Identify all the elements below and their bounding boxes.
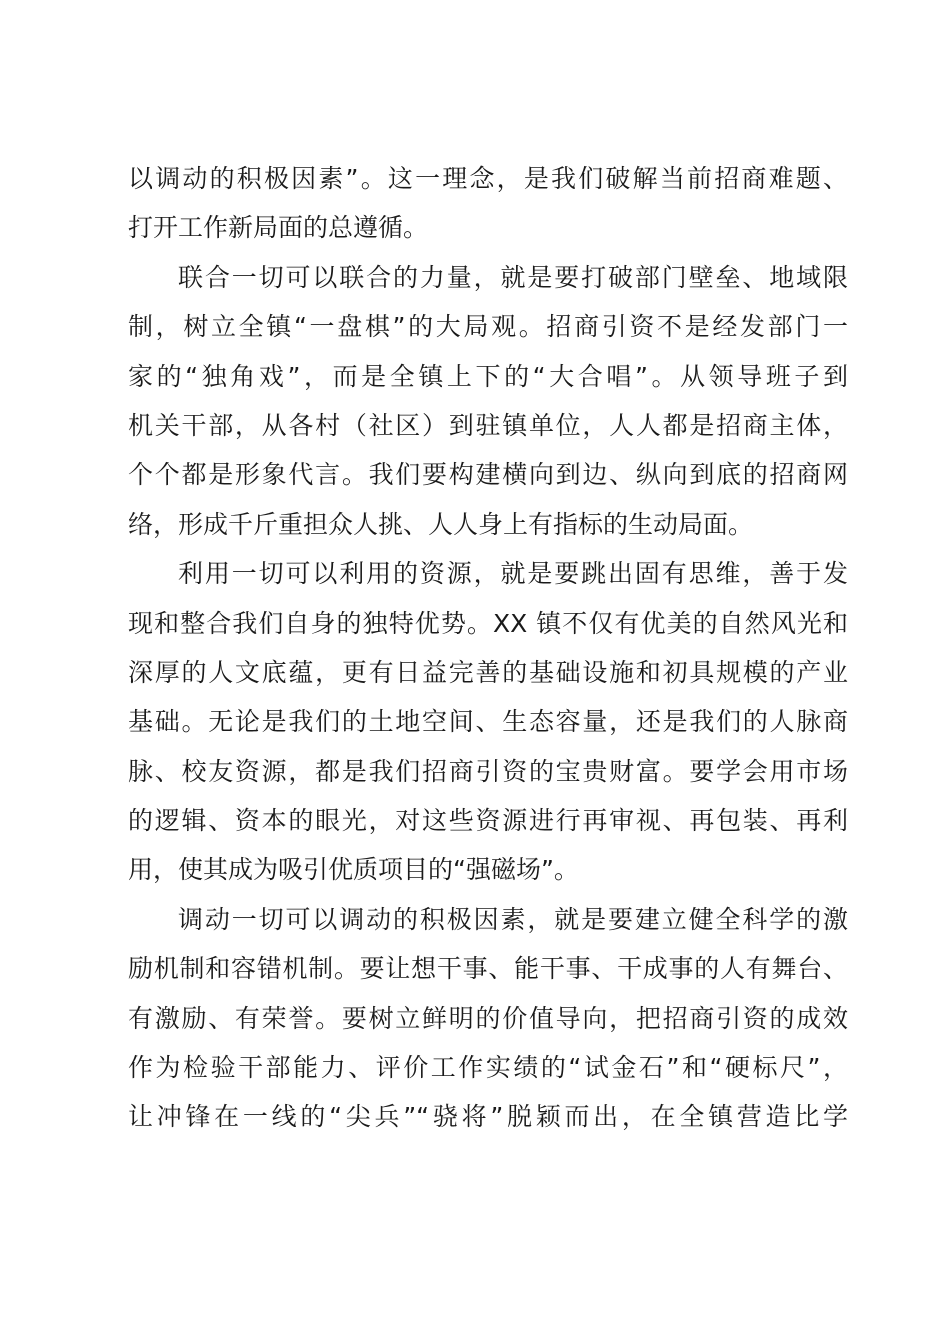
text-line: 励机制和容错机制。要让想干事、能干事、干成事的人有舞台、	[128, 954, 848, 984]
text-line: 深厚的人文底蕴，更有日益完善的基础设施和初具规模的产业	[128, 657, 848, 687]
paragraph-first-line: 调动一切可以调动的积极因素，就是要建立健全科学的激	[178, 904, 848, 934]
text-line: 络，形成千斤重担众人挑、人人身上有指标的生动局面。	[128, 509, 754, 539]
text-line: 作为检验干部能力、评价工作实绩的“试金石”和“硬标尺”，	[128, 1053, 848, 1083]
paragraph-first-line: 联合一切可以联合的力量，就是要打破部门壁垒、地域限	[178, 262, 848, 292]
text-line: 让冲锋在一线的“尖兵”“骁将”脱颖而出，在全镇营造比学	[128, 1102, 848, 1132]
text-line: 脉、校友资源，都是我们招商引资的宝贵财富。要学会用市场	[128, 756, 848, 786]
text-line: 制，树立全镇“一盘棋”的大局观。招商引资不是经发部门一	[128, 312, 848, 342]
paragraph-first-line: 利用一切可以利用的资源，就是要跳出固有思维，善于发	[178, 559, 848, 589]
text-line: 的逻辑、资本的眼光，对这些资源进行再审视、再包装、再利	[128, 806, 848, 836]
text-line: 用，使其成为吸引优质项目的“强磁场”。	[128, 855, 579, 885]
text-line: 家的“独角戏”，而是全镇上下的“大合唱”。从领导班子到	[128, 361, 848, 391]
text-line: 以调动的积极因素”。这一理念，是我们破解当前招商难题、	[128, 164, 848, 193]
text-line: 有激励、有荣誉。要树立鲜明的价值导向，把招商引资的成效	[128, 1003, 848, 1033]
body-text	[128, 154, 848, 1142]
text-line: 基础。无论是我们的土地空间、生态容量，还是我们的人脉商	[128, 707, 848, 737]
text-line: 现和整合我们自身的独特优势。XX 镇不仅有优美的自然风光和	[128, 608, 848, 638]
text-line: 个个都是形象代言。我们要构建横向到边、纵向到底的招商网	[128, 460, 848, 490]
text-line: 机关干部，从各村（社区）到驻镇单位，人人都是招商主体，	[128, 410, 848, 440]
text-line: 打开工作新局面的总遵循。	[128, 213, 429, 243]
